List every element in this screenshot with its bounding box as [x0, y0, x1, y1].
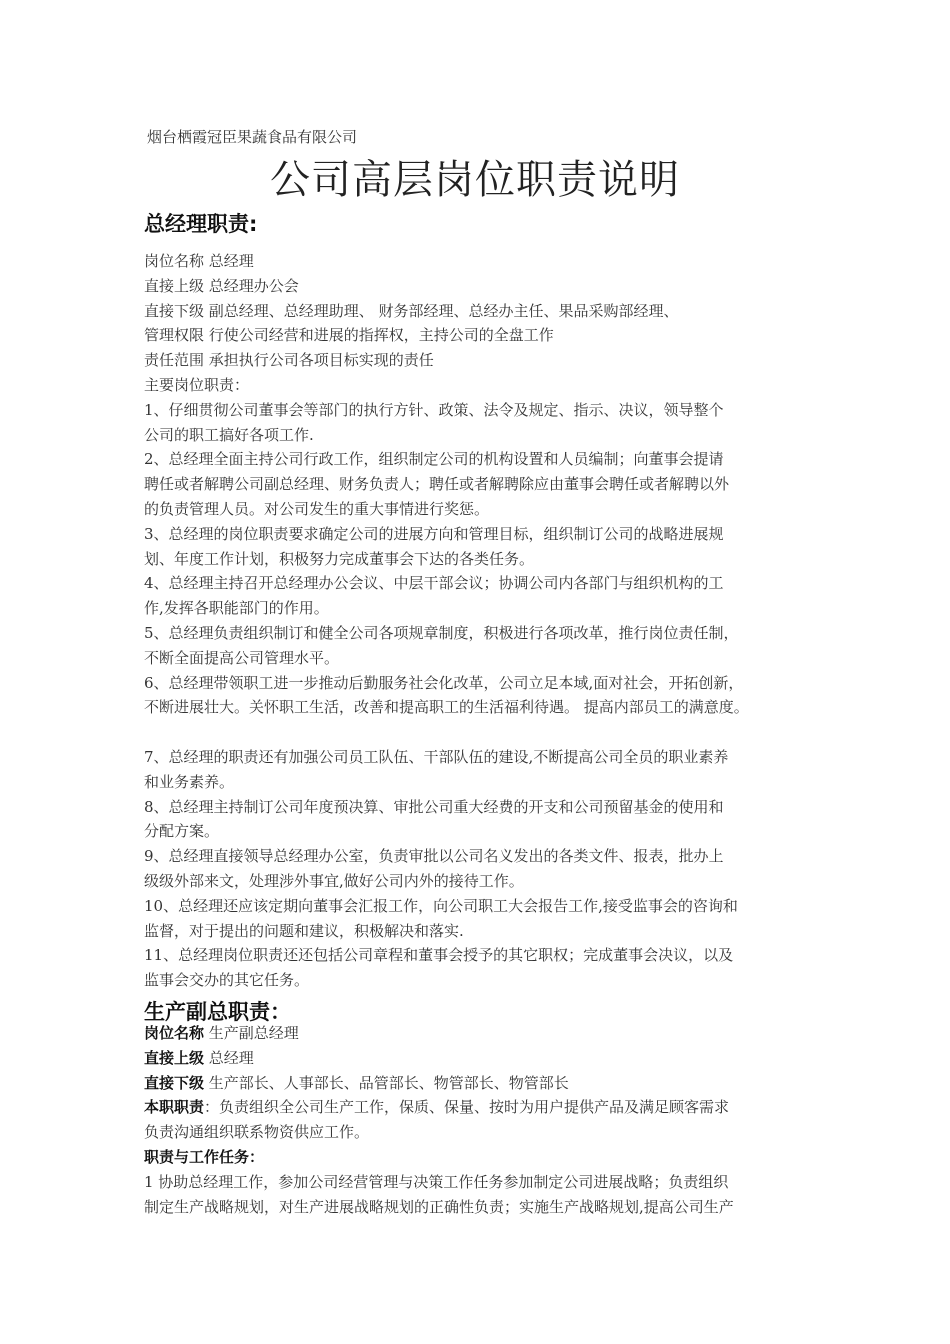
- vp-field: [144, 1095, 824, 1120]
- vp-tasks-heading-line: [144, 1145, 824, 1170]
- vp-field: [144, 1071, 824, 1096]
- gm-line: 分配方案。: [144, 822, 220, 841]
- gm-line: 岗位名称 总经理: [144, 252, 254, 270]
- gm-line: 1、仔细贯彻公司董事会等部门的执行方针、政策、法令及规定、指示、决议，领导整个: [144, 400, 724, 419]
- gm-line: 责任范围 承担执行公司各项目标实现的责任: [144, 351, 434, 370]
- gm-line: 管理权限 行使公司经营和进展的指挥权，主持公司的全盘工作: [144, 326, 554, 345]
- field-key: 直接上级: [144, 1048, 205, 1067]
- field-value: 生产副总经理: [204, 1024, 299, 1042]
- vp-field: [144, 1046, 824, 1071]
- gm-line: 5、总经理负责组织制订和健全公司各项规章制度，积极进行各项改革，推行岗位责任制，: [144, 623, 739, 642]
- field-key: 本职职责: [144, 1098, 205, 1117]
- gm-line: 直接下级 副总经理、总经理助理、 财务部经理、总经办主任、果品采购部经理、: [144, 301, 679, 320]
- gm-line: 作,发挥各职能部门的作用。: [144, 599, 329, 618]
- field-value: 总经理: [204, 1048, 254, 1067]
- gm-line: 11、总经理岗位职责还还包括公司章程和董事会授予的其它职权；完成董事会决议，以及: [144, 946, 734, 965]
- gm-line: 6、总经理带领职工进一步推动后勤服务社会化改革，公司立足本域,面对社会，开拓创新，: [144, 673, 744, 692]
- document-title: 公司高层岗位职责说明: [270, 157, 680, 203]
- gm-line: 公司的职工搞好各项工作.: [144, 425, 314, 444]
- gm-line: 级级外部来文，处理涉外事宜,做好公司内外的接待工作。: [144, 871, 524, 890]
- tasks-heading: 职责与工作任务：: [144, 1147, 265, 1166]
- gm-line: 监事会交办的其它任务。: [144, 971, 310, 990]
- vp-section-body: [144, 1021, 824, 1219]
- gm-line: 划、年度工作计划，积极努力完成董事会下达的各类任务。: [144, 549, 535, 568]
- gm-line: 直接上级 总经理办公会: [144, 276, 299, 295]
- company-name: 烟台栖霞冠臣果蔬食品有限公司: [147, 128, 358, 146]
- field-key: 直接下级: [144, 1073, 205, 1092]
- gm-line: 主要岗位职责：: [144, 375, 250, 394]
- gm-line: 的负责管理人员。对公司发生的重大事情进行奖惩。: [144, 499, 490, 518]
- vp-section-heading: 生产副总职责：: [144, 1000, 291, 1024]
- vp-task-line: 1 协助总经理工作，参加公司经营管理与决策工作任务参加制定公司进展战略；负责组织: [144, 1172, 729, 1191]
- vp-task-line: 制定生产战略规划，对生产进展战略规划的正确性负责；实施生产战略规划,提高公司生产: [144, 1197, 734, 1216]
- gm-line: 9、总经理直接领导总经理办公室，负责审批以公司名义发出的各类文件、报表，批办上: [144, 847, 724, 866]
- gm-line: 不断进展壮大。关怀职工生活，改善和提高职工的生活福利待遇。 提高内部员工的满意度。: [144, 698, 749, 717]
- gm-line: 聘任或者解聘公司副总经理、财务负责人；聘任或者解聘除应由董事会聘任或者解聘以外: [144, 475, 730, 494]
- blank-line: [144, 720, 824, 745]
- gm-line: 4、总经理主持召开总经理办公会议、中层干部会议；协调公司内各部门与组织机构的工: [144, 574, 724, 593]
- gm-section-heading: 总经理职责:: [144, 212, 258, 236]
- gm-line: 8、总经理主持制订公司年度预决算、审批公司重大经费的开支和公司预留基金的使用和: [144, 797, 724, 816]
- gm-line: 3、总经理的岗位职责要求确定公司的进展方向和管理目标，组织制订公司的战略进展规: [144, 524, 724, 543]
- vp-duty-continuation: 负责沟通组织联系物资供应工作。: [144, 1123, 370, 1142]
- gm-line: 不断全面提高公司管理水平。: [144, 648, 340, 667]
- gm-section-body: [144, 249, 824, 993]
- gm-line: 10、总经理还应该定期向董事会汇报工作，向公司职工大会报告工作,接受监事会的咨询和: [144, 896, 738, 915]
- gm-line: 监督，对于提出的问题和建议，积极解决和落实.: [144, 921, 464, 940]
- field-value: 生产部长、人事部长、品管部长、物管部长、物管部长: [204, 1073, 569, 1092]
- gm-line: 和业务素养。: [144, 772, 235, 791]
- field-key: 岗位名称: [144, 1024, 205, 1042]
- gm-line: 2、总经理全面主持公司行政工作，组织制定公司的机构设置和人员编制；向董事会提请: [144, 450, 724, 469]
- field-value: ：负责组织全公司生产工作，保质、保量、按时为用户提供产品及满足顾客需求: [204, 1098, 730, 1117]
- gm-line: 7、总经理的职责还有加强公司员工队伍、干部队伍的建设,不断提高公司全员的职业素养: [144, 747, 729, 766]
- vp-field: [144, 1021, 824, 1046]
